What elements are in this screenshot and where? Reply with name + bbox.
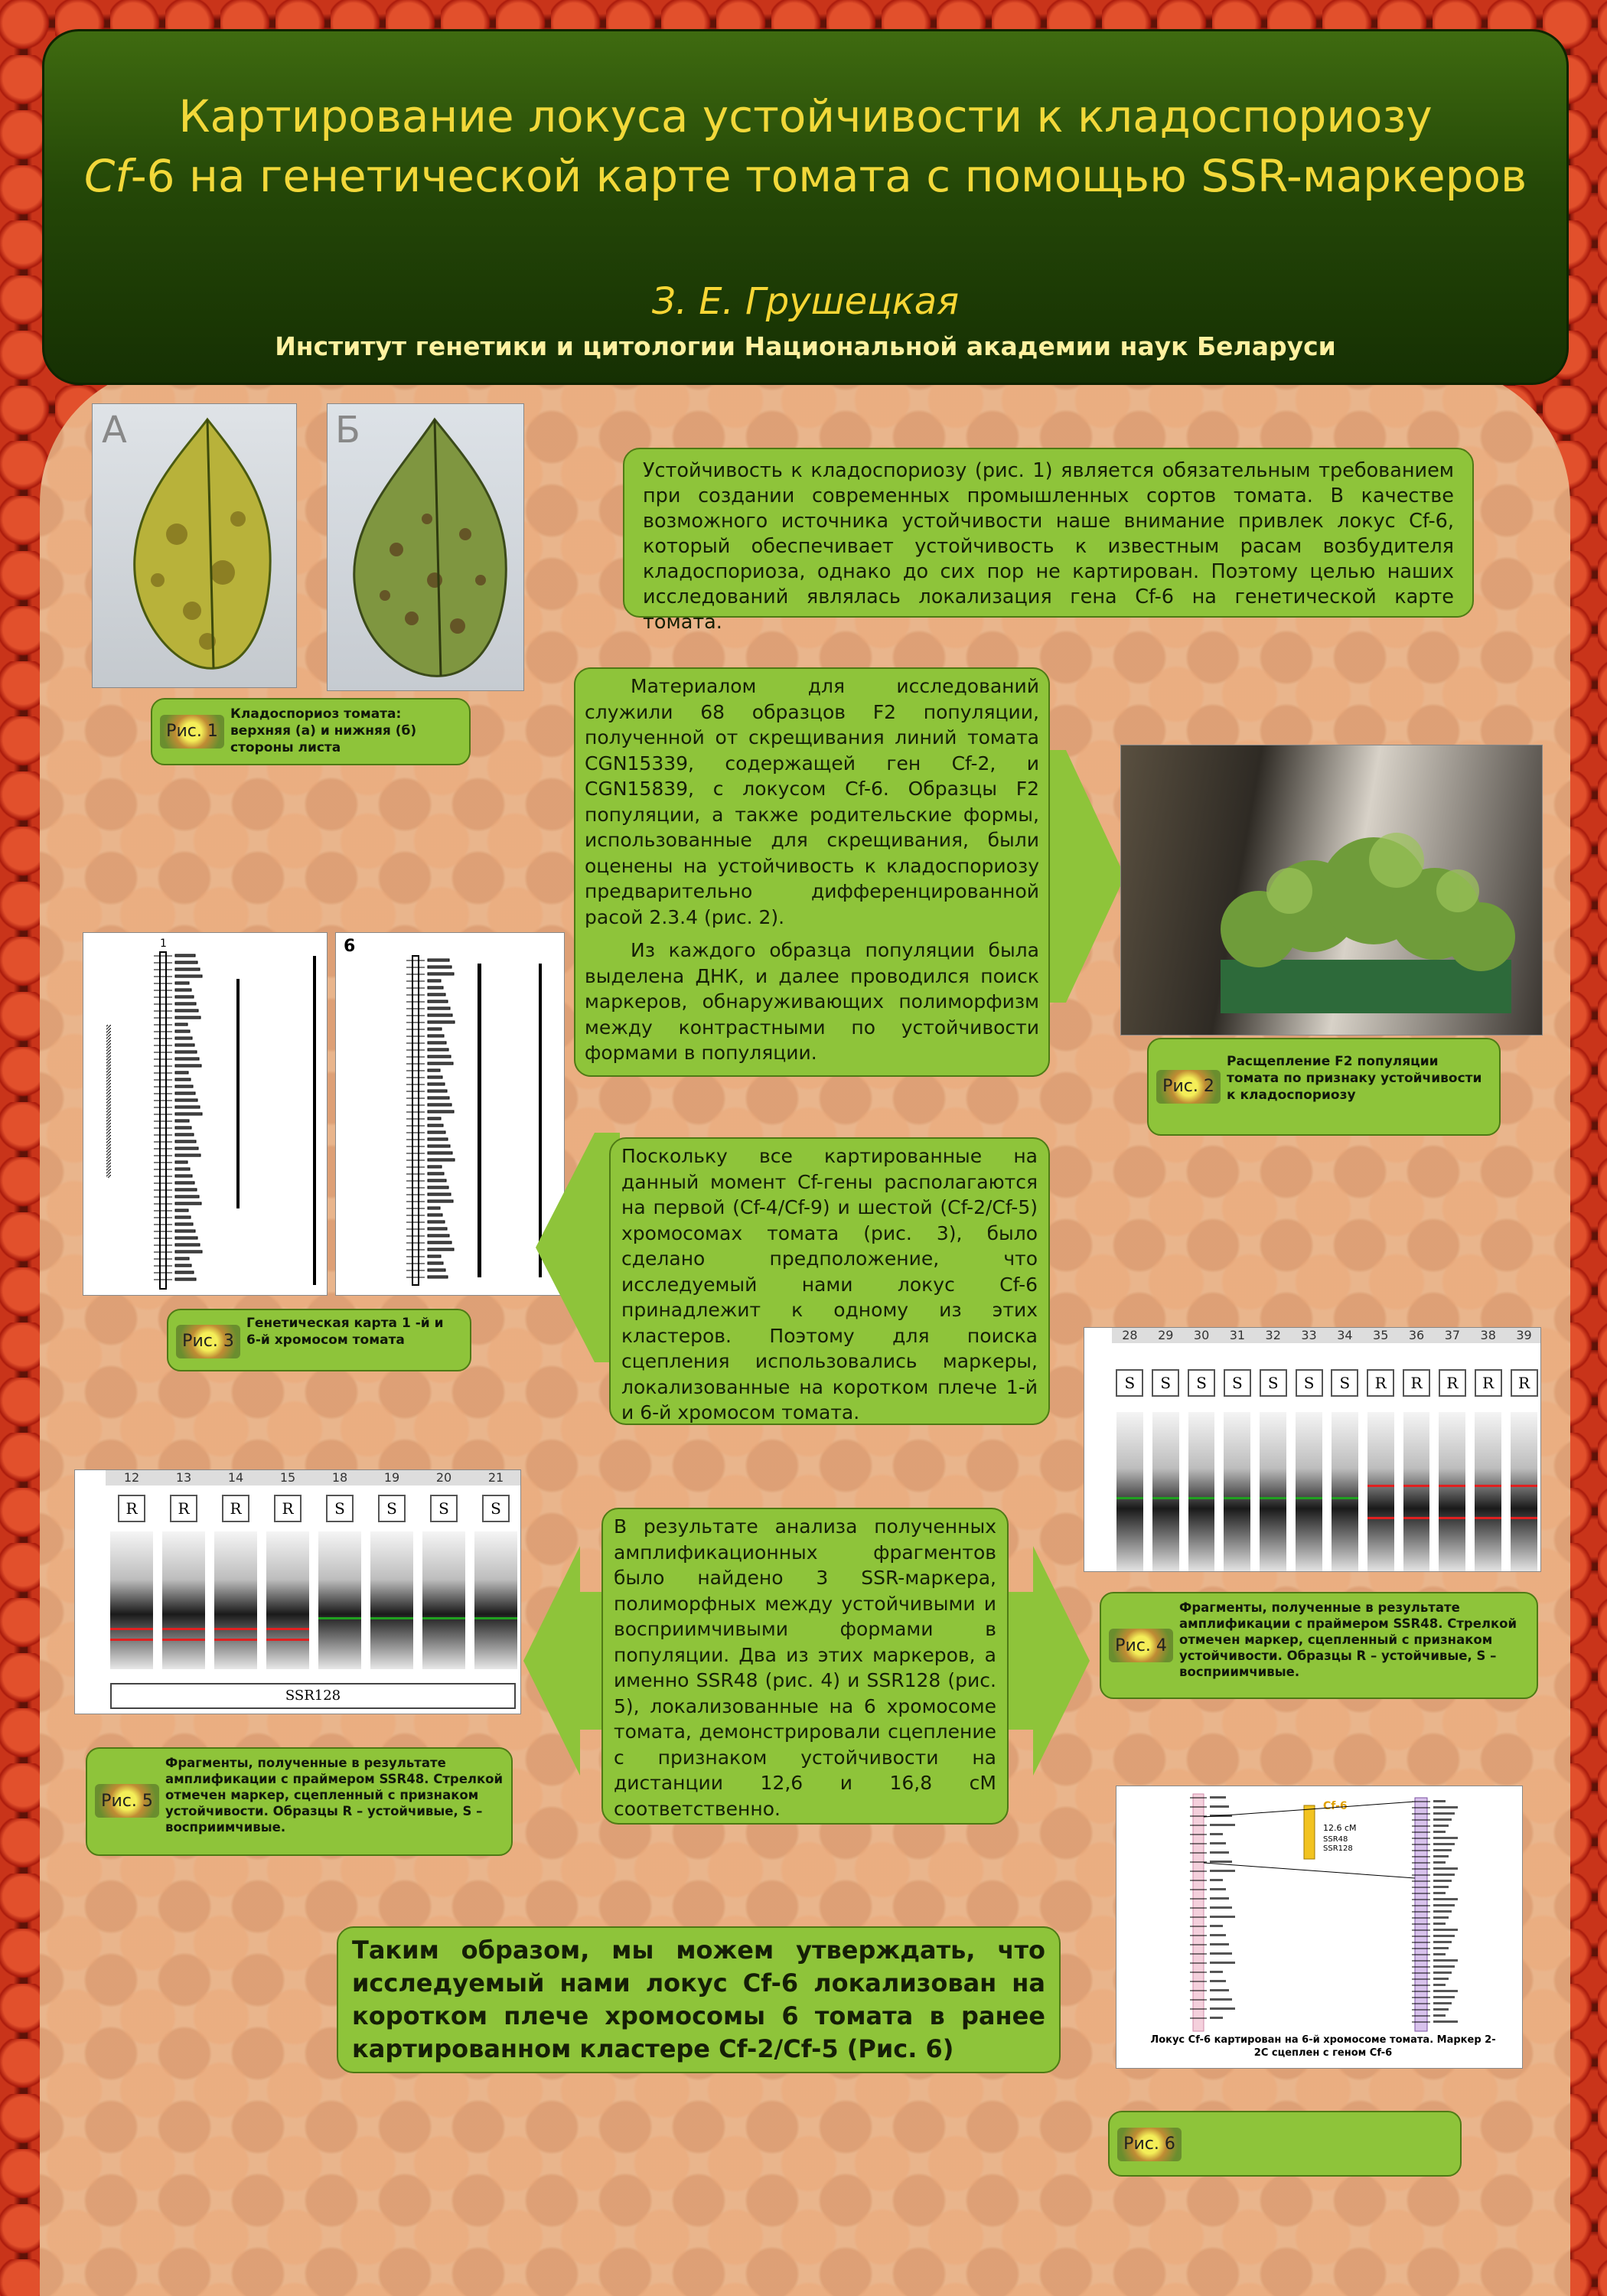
fig5-gel-lane [370, 1531, 413, 1669]
figure-2-plants-photo [1120, 745, 1543, 1035]
institute: Институт генетики и цитологии Национальной академии наук Беларуси [275, 331, 1336, 361]
figure-1-leaf-upper [92, 403, 297, 688]
label-a: А [102, 409, 127, 452]
fig6-m1: SSR48 [1323, 1835, 1348, 1844]
fig4-gel-lane [1332, 1412, 1358, 1572]
title-line-1: Картирование локуса устойчивости к кладоспориозу [178, 90, 1433, 142]
fig5-lane-number: 14 [227, 1470, 244, 1485]
figure-1-caption [151, 698, 471, 765]
figure-4-gel [1084, 1327, 1541, 1572]
fig4-gel-lane [1296, 1412, 1322, 1572]
fig6-tag: Рис. 6 [1117, 2128, 1182, 2161]
label-b: Б [335, 409, 360, 452]
intro-box [623, 448, 1474, 634]
fig4-gel-lane [1260, 1412, 1286, 1572]
chr1-label: 1 [160, 938, 167, 950]
fig5-sample-label: S [418, 1495, 470, 1522]
fig4-lane-number: 31 [1229, 1328, 1246, 1342]
fig5-gel-lane [266, 1531, 309, 1669]
fig4-lane-number: 29 [1158, 1328, 1174, 1342]
fig5-gel-lane [318, 1531, 361, 1669]
fig4-sample-label: R [1506, 1369, 1541, 1397]
fig4-gel-lane [1188, 1412, 1215, 1572]
fig4-sample-label: S [1291, 1369, 1327, 1397]
fig5-lane-number: 19 [383, 1470, 400, 1485]
fig5-sample-label: S [470, 1495, 521, 1522]
fig5-sample-label: S [314, 1495, 366, 1522]
figure-3-caption [167, 1309, 471, 1371]
fig4-gel-lanes [1112, 1412, 1541, 1572]
fig6-gene: Cf-6 [1323, 1800, 1348, 1812]
results-box [601, 1508, 1009, 1825]
fig4-sample-label: S [1255, 1369, 1291, 1397]
fig4-sample-label: R [1363, 1369, 1399, 1397]
fig5-sample-labels [106, 1495, 521, 1522]
fig5-sample-label: S [366, 1495, 418, 1522]
fig4-lane-number: 37 [1444, 1328, 1461, 1342]
fig4-gel-lane [1116, 1412, 1143, 1572]
fig6-caption-inline: Локус Cf-6 картирован на 6-й хромосоме томата. Маркер 2-2C сцеплен с геном Cf-6 [1150, 2034, 1496, 2059]
fig1-caption-text: Кладоспориоз томата: верхняя (а) и нижняя (б) стороны листа [230, 706, 417, 755]
fig5-gel-lane [214, 1531, 257, 1669]
chr6-label: 6 [344, 937, 356, 956]
fig6-m2: SSR128 [1323, 1844, 1353, 1853]
fig3-caption-text: Генетическая карта 1 -й и 6-й хромосом томата [246, 1316, 444, 1348]
fig4-gel-lane [1439, 1412, 1465, 1572]
fig5-lane-number: 20 [435, 1470, 452, 1485]
fig4-sample-label: S [1327, 1369, 1363, 1397]
figure-6-map [1116, 1786, 1523, 2069]
fig1-tag: Рис. 1 [160, 715, 224, 748]
conclusion-box [337, 1926, 1061, 2073]
plants-icon [1121, 745, 1543, 1035]
fig4-gel-lane [1511, 1412, 1537, 1572]
title-line-2: Cf-6 на генетической карте томата с помощью SSR-маркеров [83, 150, 1527, 202]
fig4-tag: Рис. 4 [1109, 1629, 1173, 1662]
chromosome-6-map [336, 933, 565, 1296]
figure-5-caption [86, 1747, 513, 1856]
fig5-gel-lane [162, 1531, 205, 1669]
results-text: В результате анализа полученных амплификационных фрагментов было найдено 3 SSR-маркера, полиморфных между устойчивыми и восприимчивыми формами в популяции. Два из этих маркеров, а именно SSR48 (рис. 4) и SSR128 (рис. 5), локализованные на 6 хромосоме томата, демонстрировали сцепление с признаком устойчивости на дистанции 12,6 и 16,8 сМ соответственно. [614, 1515, 996, 1820]
fig5-sample-label: R [210, 1495, 262, 1522]
fig5-gel-lane [110, 1531, 153, 1669]
fig4-lane-number: 33 [1301, 1328, 1317, 1342]
fig4-sample-label: S [1148, 1369, 1184, 1397]
fig5-lane-number: 21 [487, 1470, 504, 1485]
fig5-sample-label: R [262, 1495, 314, 1522]
fig4-sample-label: S [1184, 1369, 1220, 1397]
figure-5-gel [74, 1469, 521, 1714]
fig5-lane-number: 15 [279, 1470, 296, 1485]
figure-6-caption [1108, 2111, 1462, 2177]
fig5-gel-lanes [106, 1531, 521, 1669]
author: З. Е. Грушецкая [651, 280, 960, 323]
materials-p2: Из каждого образца популяции была выделена ДНК, и далее проводился поиск маркеров, обнаруживающих полиморфизм между контрастными по устойчивости формами в популяции. [585, 939, 1039, 1064]
fig4-gel-lane [1475, 1412, 1501, 1572]
fig4-lane-number: 32 [1265, 1328, 1281, 1342]
fig4-sample-label: S [1219, 1369, 1255, 1397]
fig4-lane-number: 36 [1408, 1328, 1425, 1342]
fig4-gel-lane [1224, 1412, 1250, 1572]
fig4-sample-label: S [1112, 1369, 1148, 1397]
fig5-caption-text: Фрагменты, полученные в результате амплификации с праймером SSR48. Стрелкой отмечен маркер, сцепленный с признаком устойчивости. Образцы R – устойчивые, S – восприимчивые. [165, 1756, 504, 1835]
clusters-box [609, 1137, 1050, 1425]
fig5-lane-header [106, 1470, 521, 1486]
fig4-sample-label: R [1434, 1369, 1470, 1397]
fig3-tag: Рис. 3 [176, 1325, 240, 1358]
fig5-tag: Рис. 5 [95, 1784, 159, 1818]
figure-1-leaf-lower [327, 403, 524, 691]
fig4-lane-number: 39 [1516, 1328, 1532, 1342]
fig5-lane-number: 12 [123, 1470, 140, 1485]
figure-2-caption [1147, 1038, 1501, 1136]
fig5-lane-number: 18 [331, 1470, 348, 1485]
fig6-dist: 12.6 cM [1323, 1823, 1357, 1833]
fig4-gel-lane [1152, 1412, 1179, 1572]
fig5-marker-label: SSR128 [110, 1683, 516, 1709]
fig4-gel-lane [1403, 1412, 1430, 1572]
materials-p1: Материалом для исследований служили 68 образцов F2 популяции, полученной от скрещивания линий томата CGN15339, содержащей ген Cf-2, и CGN15839, с локусом Cf-6. Образцы F2 популяции, а также родительские формы, использованные для скрещивания, были оценены на устойчивость к кладоспориозу предварительно дифференцированной расой 2.3.4 (рис. 2). [585, 675, 1039, 928]
fig4-lane-number: 30 [1193, 1328, 1210, 1342]
fig4-sample-labels [1112, 1369, 1541, 1397]
materials-box [574, 667, 1050, 1077]
fig4-lane-number: 34 [1337, 1328, 1353, 1342]
chromosome-1-map [83, 933, 328, 1296]
fig4-lane-number: 38 [1480, 1328, 1496, 1342]
figure-4-caption [1100, 1592, 1538, 1699]
figure-3-map-chr1 [83, 932, 328, 1296]
clusters-text: Поскольку все картированные на данный момент Cf-гены располагаются на первой (Cf-4/Cf-9) и шестой (Cf-2/Cf-5) хромосомах томата (рис. 3), было сделано предположение, что исследуемый нами локус Cf-6 принадлежит к одному из этих кластеров. Поэтому для поиска сцепления использовались маркеры, локализованные на коротком плече 1-й и 6-й хромосом томата. [621, 1145, 1038, 1424]
fig4-lane-header [1112, 1328, 1541, 1343]
fig2-caption-text: Расщепление F2 популяции томата по признаку устойчивости к кладоспориозу [1227, 1054, 1482, 1103]
fig5-gel-lane [474, 1531, 517, 1669]
fig4-sample-label: R [1470, 1369, 1506, 1397]
figure-3-map-chr6 [335, 932, 565, 1296]
fig4-gel-lane [1367, 1412, 1394, 1572]
poster-title [44, 86, 1566, 206]
fig4-sample-label: R [1399, 1369, 1435, 1397]
fig6-linkage-map [1116, 1786, 1523, 2039]
poster-header [42, 29, 1569, 385]
fig5-lane-number: 13 [175, 1470, 192, 1485]
fig4-lane-number: 28 [1122, 1328, 1138, 1342]
fig5-sample-label: R [158, 1495, 210, 1522]
intro-text: Устойчивость к кладоспориозу (рис. 1) является обязательным требованием при создании современных промышленных сортов томата. В качестве возможного источника устойчивости наше внимание привлек локус Cf-6, который обеспечивает устойчивость к известным расам возбудителя кладоспориоза, однако до сих пор не картирован. Поэтому целью наших исследований являлась локализация гена Cf-6 на генетической карте томата. [643, 459, 1454, 634]
fig4-lane-number: 35 [1373, 1328, 1389, 1342]
conclusion-text: Таким образом, мы можем утверждать, что исследуемый нами локус Cf-6 локализован на коротком плече хромосомы 6 томата в ранее картированном кластере Cf-2/Cf-5 (Рис. 6) [352, 1936, 1045, 2063]
fig2-tag: Рис. 2 [1156, 1070, 1221, 1104]
fig5-gel-lane [422, 1531, 465, 1669]
fig5-sample-label: R [106, 1495, 158, 1522]
fig4-caption-text: Фрагменты, полученные в результате амплификации с праймером SSR48. Стрелкой отмечен маркер, сцепленный с признаком устойчивости. Образцы R – устойчивые, S – восприимчивые. [1179, 1600, 1517, 1679]
